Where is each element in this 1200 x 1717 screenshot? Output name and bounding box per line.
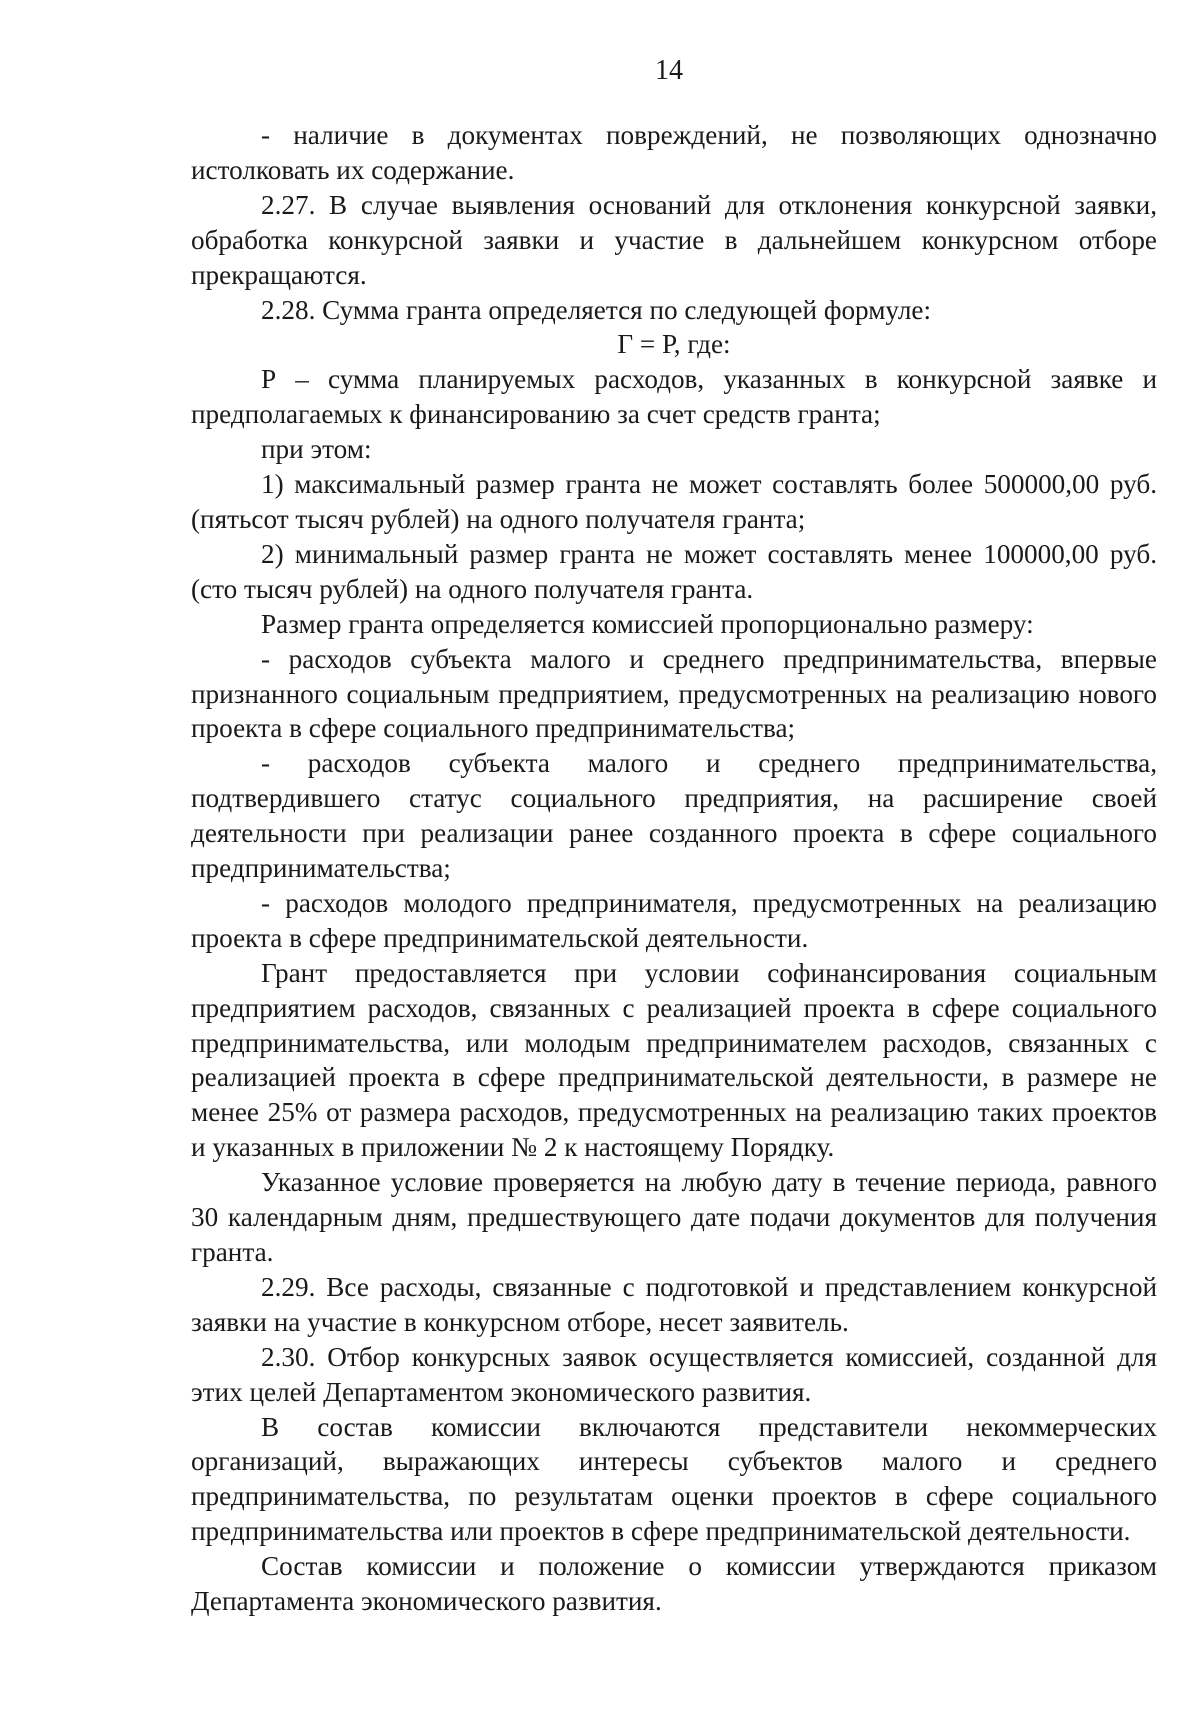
paragraph-2-30: 2.30. Отбор конкурсных заявок осуществляется комиссией, созданной для этих целей Департаментом экономического развития. — [191, 1341, 1157, 1407]
document-body — [191, 118, 1157, 1619]
paragraph-cofinancing: Грант предоставляется при условии софинансирования социальным предприятием расходов, связанных с реализацией проекта в сфере социального предпринимательства, или молодым предпринимателем расходов, связанных с реализацией проекта в сфере предпринимательской деятельности, в размере не менее 25% от размера расходов, предусмотренных на реализацию таких проектов и указанных в приложении № 2 к настоящему Порядку. — [191, 957, 1157, 1163]
list-item-confirmed-social-enterprise: - расходов субъекта малого и среднего предпринимательства, подтвердившего статус социального предприятия, на расширение своей деятельности при реализации ранее созданного проекта в сфере социального предпринимательства; — [191, 748, 1157, 884]
paragraph-wherein: при этом: — [261, 434, 372, 465]
paragraph-grant-size-rule: Размер гранта определяется комиссией пропорционально размеру: — [261, 608, 1034, 639]
paragraph-condition-check: Указанное условие проверяется на любую дату в течение периода, равного 30 календарным дням, предшествующего дате подачи документов для получения гранта. — [191, 1167, 1157, 1267]
paragraph-2-29: 2.29. Все расходы, связанные с подготовкой и представлением конкурсной заявки на участие в конкурсном отборе, несет заявитель. — [191, 1271, 1157, 1337]
page-number: 14 — [655, 55, 683, 86]
paragraph-commission-approval: Состав комиссии и положение о комиссии утверждаются приказом Департамента экономического развития. — [191, 1551, 1157, 1617]
list-item-young-entrepreneur: - расходов молодого предпринимателя, предусмотренных на реализацию проекта в сфере предпринимательской деятельности. — [191, 887, 1157, 953]
list-item-new-social-enterprise: - расходов субъекта малого и среднего предпринимательства, впервые признанного социальным предприятием, предусмотренных на реализацию нового проекта в сфере социального предпринимательства; — [191, 643, 1157, 744]
paragraph-formula-definition: Р – сумма планируемых расходов, указанных в конкурсной заявке и предполагаемых к финансированию за счет средств гранта; — [191, 364, 1157, 430]
paragraph-2-27: 2.27. В случае выявления оснований для отклонения конкурсной заявки, обработка конкурсной заявки и участие в дальнейшем конкурсном отборе прекращаются. — [191, 189, 1157, 290]
formula: Г = Р, где: — [617, 329, 731, 360]
paragraph-max-grant: 1) максимальный размер гранта не может составлять более 500000,00 руб. (пятьсот тысяч рублей) на одного получателя гранта; — [191, 469, 1157, 534]
paragraph-min-grant: 2) минимальный размер гранта не может составлять менее 100000,00 руб. (сто тысяч рублей) на одного получателя гранта. — [191, 538, 1157, 604]
paragraph-damage-clause: - наличие в документах повреждений, не позволяющих однозначно истолковать их содержание. — [191, 120, 1157, 185]
paragraph-2-28: 2.28. Сумма гранта определяется по следующей формуле: — [261, 294, 932, 325]
paragraph-commission-composition: В состав комиссии включаются представители некоммерческих организаций, выражающих интересы субъектов малого и среднего предпринимательства, по результатам оценки проектов в сфере социального предпринимательства или проектов в сфере предпринимательской деятельности. — [191, 1411, 1157, 1547]
